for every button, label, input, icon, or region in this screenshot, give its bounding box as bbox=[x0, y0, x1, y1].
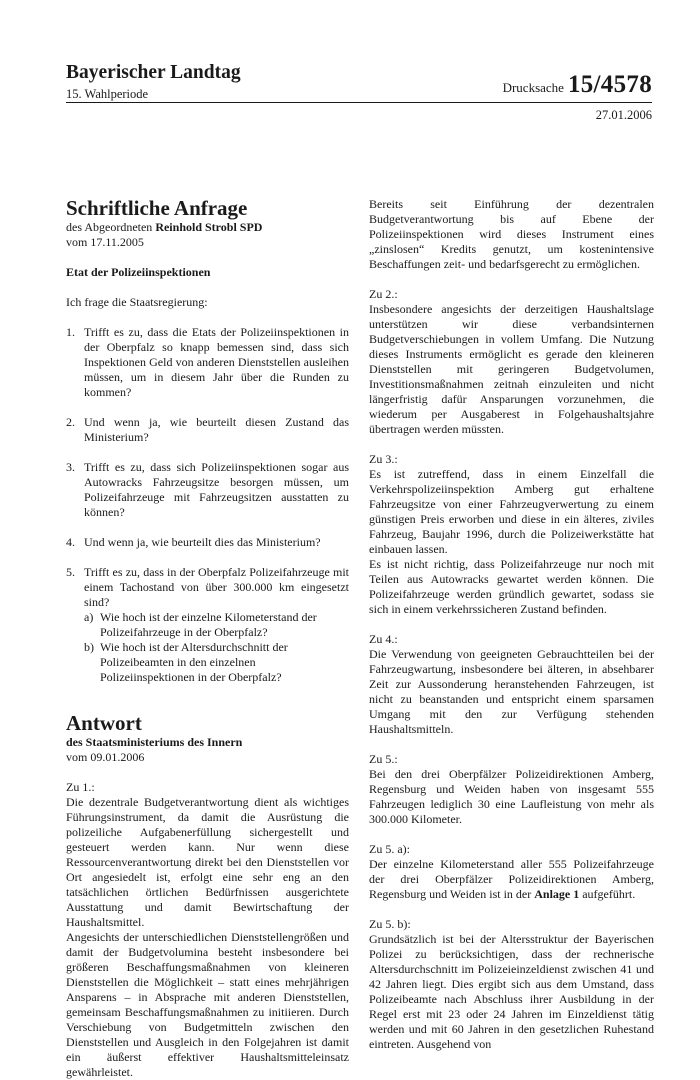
zu2-label: Zu 2.: bbox=[369, 287, 398, 301]
question-text: Trifft es zu, dass in der Oberpfalz Polizeifahrzeuge mit einem Tachostand von über 300.000 km eingesetzt sind? bbox=[84, 565, 349, 609]
question-4 bbox=[66, 535, 349, 550]
zu4-label: Zu 4.: bbox=[369, 632, 398, 646]
question-text: Trifft es zu, dass die Etats der Polizeiinspektionen in der Oberpfalz so knapp bemessen sind, dass sich Inspektionen Geld von anderen Dienststellen ausleihen müssen, um in diesem Jahr über die Runden zu kommen? bbox=[84, 325, 349, 399]
zu3-paragraph-2: Es ist nicht richtig, dass Polizeifahrzeuge nur noch mit Teilen aus Autowracks gewartet werden können. Die Polizeifahrzeuge werden gründlich gewartet, sodass sie sich in einem verkehrssicheren Zustand befinden. bbox=[369, 557, 654, 616]
drucksache-main-number: 4578 bbox=[600, 71, 652, 98]
zu5b-label: Zu 5. b): bbox=[369, 917, 411, 931]
question-text: Und wenn ja, wie beurteilt diesen Zustand das Ministerium? bbox=[84, 415, 349, 444]
zu1-paragraph-3: Bereits seit Einführung der dezentralen Budgetverantwortung bis auf Ebene der Polizeiinspektionen wird dieses Instrument eines „zinslosen“ Kredits genutzt, um kostenintensive Beschaffungen zeit- und bedarfsgerecht zu ermöglichen. bbox=[369, 197, 654, 271]
left-column bbox=[66, 196, 349, 1080]
drucksache-number bbox=[503, 71, 652, 99]
zu3-label: Zu 3.: bbox=[369, 452, 398, 466]
anfrage-author-line bbox=[66, 220, 349, 235]
zu2-paragraph: Insbesondere angesichts der derzeitigen Haushaltslage unterstützen wir diese verbandsinternen Budgetverschiebungen in vollem Umfang. Die Nutzung dieses Instruments ermöglicht es gerade den kleineren Dienststellen mit geringeren Budgetvolumen, Investitionsmaßnahmen zeitnah einzuleiten und nicht längerfristig dafür Ansparungen vorzunehmen, die wiederum per Ausgaberest in Folgehaushaltsjahre übertragen werden müssten. bbox=[369, 302, 654, 436]
zu5-paragraph: Bei den drei Oberpfälzer Polizeidirektionen Amberg, Regensburg und Weiden haben von insgesamt 555 Fahrzeugen lediglich 30 eine Laufleistung von mehr als 300.000 Kilometer. bbox=[369, 767, 654, 826]
subquestion-text: Wie hoch ist der einzelne Kilometerstand der Polizeifahrzeuge in der Oberpfalz? bbox=[100, 610, 317, 639]
zu5b-paragraph: Grundsätzlich ist bei der Altersstruktur der Bayerischen Polizei zu berücksichtigen, dass der rechnerische Altersdurchschnitt im Polizeieinzeldienst zwischen 41 und 42 Jahren liegt. Dies ergibt sich aus dem Umstand, dass Polizeibeamte nach Abschluss ihrer Ausbildung in der Regel erst mit 23 oder 24 Jahren im Einzeldienst tätig werden und mit 60 Jahren in den gesetzlichen Ruhestand eintreten. Ausgehend von bbox=[369, 932, 654, 1051]
parliament-name: Bayerischer Landtag bbox=[66, 62, 241, 83]
drucksache-prefix: 15/ bbox=[567, 71, 601, 98]
zu4-paragraph: Die Verwendung von geeigneten Gebrauchtteilen bei der Fahrzeugwartung, insbesondere bei älteren, in absehbarer Zeit zur Aussonderung heranstehenden Fahrzeugen, ist nicht zu beanstanden und entspricht einem sparsamen Umgang mit den zur Verfügung stehenden Haushaltsmitteln. bbox=[369, 647, 654, 736]
antwort-from: des Staatsministeriums des Innern bbox=[66, 735, 243, 749]
subquestion-b bbox=[84, 640, 349, 685]
anfrage-intro: Ich frage die Staatsregierung: bbox=[66, 295, 208, 309]
antwort-title: Antwort bbox=[66, 711, 142, 735]
anfrage-title: Schriftliche Anfrage bbox=[66, 196, 248, 220]
subquestion-text: Wie hoch ist der Altersdurchschnitt der Polizeibeamten in den einzelnen Polizeiinspektionen in der Oberpfalz? bbox=[100, 640, 288, 684]
question-2 bbox=[66, 415, 349, 445]
zu5a-text: Der einzelne Kilometerstand aller 555 Polizeifahrzeuge der drei Oberpfälzer Polizeidirektionen Amberg, Regensburg und Weiden ist in der bbox=[369, 857, 654, 901]
zu5-label: Zu 5.: bbox=[369, 752, 398, 766]
question-1 bbox=[66, 325, 349, 400]
subquestion-a bbox=[84, 610, 349, 640]
anfrage-subject: Etat der Polizeiinspektionen bbox=[66, 265, 211, 279]
anfrage-date: vom 17.11.2005 bbox=[66, 235, 144, 249]
question-5 bbox=[66, 565, 349, 610]
right-column bbox=[369, 197, 654, 1052]
zu5a-label: Zu 5. a): bbox=[369, 842, 410, 856]
question-number: 3. bbox=[66, 460, 75, 474]
antwort-date: vom 09.01.2006 bbox=[66, 750, 145, 764]
question-text: Und wenn ja, wie beurteilt dies das Ministerium? bbox=[84, 535, 321, 549]
question-number: 4. bbox=[66, 535, 75, 549]
question-text: Trifft es zu, dass sich Polizeiinspektionen sogar aus Autowracks Fahrzeugsitze besorgen müssen, um Polizeifahrzeuge mit Fahrzeugsitzen ausstatten zu können? bbox=[84, 460, 349, 519]
drucksache-label: Drucksache bbox=[502, 80, 564, 95]
document-date: 27.01.2006 bbox=[595, 108, 652, 122]
zu5a-end: aufgeführt. bbox=[582, 887, 636, 901]
zu1-paragraph-2: Angesichts der unterschiedlichen Dienststellengrößen und damit der Budgetvolumina besteht insbesondere bei größeren Beschaffungsmaßnahmen von kleineren Dienststellen die Möglichkeit – statt eines mehrjährigen Ansparens – in Absprache mit anderen Dienststellen, gemeinsam Beschaffungsmaßnahmen zu initiieren. Durch Verschiebung von Budgetmitteln zwischen den Dienststellen und Ausgleich in den Folgejahren ist damit ein äußerst effektiver Haushaltsmitteleinsatz gewährleistet. bbox=[66, 930, 349, 1079]
zu5a-paragraph bbox=[369, 857, 654, 902]
header-rule bbox=[66, 102, 652, 103]
author-name: Reinhold Strobl SPD bbox=[155, 220, 263, 234]
question-3 bbox=[66, 460, 349, 520]
election-period: 15. Wahlperiode bbox=[66, 87, 149, 101]
zu1-label: Zu 1.: bbox=[66, 780, 95, 794]
zu1-paragraph-1: Die dezentrale Budgetverantwortung dient als wichtiges Führungsinstrument, da damit die Ausrüstung die polizeiliche Aufgabenerfüllung sichergestellt und gesteuert werden kann. Nur wenn diese Ressourcenverantwortung direkt bei den Dienststellen vor Ort angesiedelt ist, erfolgt eine sehr eng an den tatsächlichen örtlichen Bedürfnissen ausgerichtete Ausstattung und damit Bewirtschaftung der Haushaltsmittel. bbox=[66, 795, 349, 929]
subquestion-letter: a) bbox=[84, 610, 94, 624]
question-number: 5. bbox=[66, 565, 75, 579]
author-prefix: des Abgeordneten bbox=[66, 220, 153, 234]
zu3-paragraph-1: Es ist zutreffend, dass in einem Einzelfall die Verkehrspolizeiinspektion Amberg gut erhaltene Fahrzeugsitze von einer Fahrzeugverwertung zu einem günstigen Preis erworben und diese in ein älteres, ziviles Fahrzeug, Baujahr 1996, durch die Polizeiwerkstätte hat einbauen lassen. bbox=[369, 467, 654, 556]
question-number: 2. bbox=[66, 415, 75, 429]
subquestion-letter: b) bbox=[84, 640, 94, 654]
question-number: 1. bbox=[66, 325, 75, 339]
anlage-reference: Anlage 1 bbox=[534, 887, 580, 901]
